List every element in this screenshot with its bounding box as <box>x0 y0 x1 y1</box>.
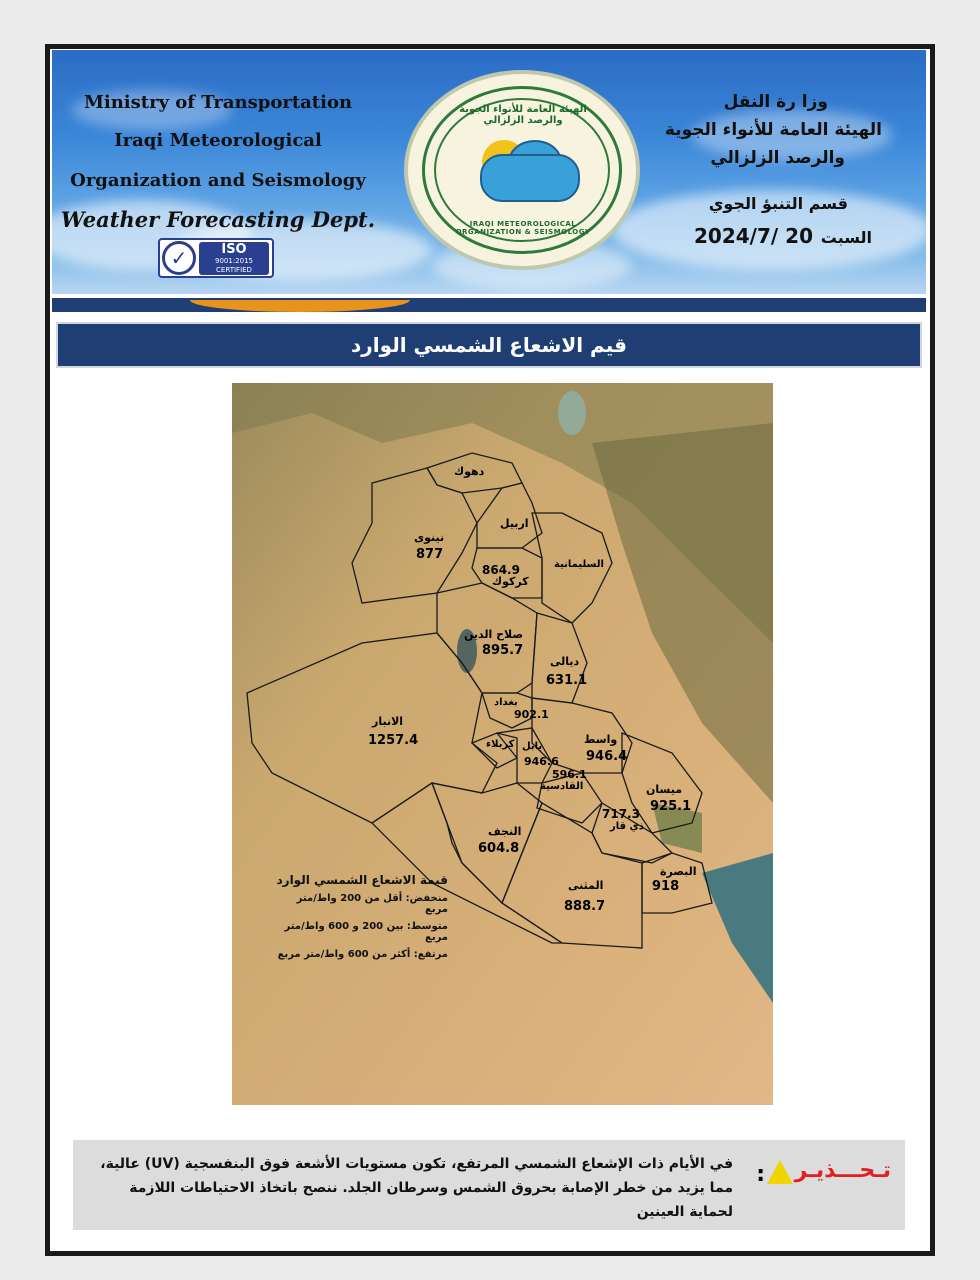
region-value-baghdad: 902.1 <box>514 708 549 721</box>
header-ar-ministry: وزا رة النقل <box>723 92 828 112</box>
iso-badge <box>158 238 274 278</box>
region-label-babil: بابل <box>522 741 543 752</box>
region-label-erbil: اربيل <box>500 517 529 530</box>
header-ar-org-line1: الهيئة العامة للأنواء الجوية <box>664 120 882 140</box>
warning-triangle-icon <box>767 1160 793 1184</box>
header-en-org-line2: Organization and Seismology <box>70 170 366 191</box>
logo-english-text: IRAQI METEOROLOGICAL ORGANIZATION & SEISMOLOGY <box>455 220 591 236</box>
region-label-sulaymaniyah: السليمانية <box>554 559 604 570</box>
region-label-dohuk: دهوك <box>454 465 485 478</box>
region-value-muthanna: 888.7 <box>564 899 606 914</box>
header-en-dept: Weather Forecasting Dept. <box>60 207 376 232</box>
region-label-najaf: النجف <box>488 825 522 838</box>
region-label-diyala: ديالى <box>550 655 580 668</box>
region-label-baghdad: بغداد <box>494 697 518 708</box>
header-divider <box>52 298 926 312</box>
legend-low: منخفض: أقل من 200 واط/متر مربع <box>296 893 448 915</box>
region-value-maysan: 925.1 <box>650 799 692 814</box>
region-label-kirkuk: كركوك <box>492 575 529 588</box>
page-title: قيم الاشعاع الشمسي الوارد <box>351 333 627 357</box>
map-legend <box>276 873 448 960</box>
legend-mid: متوسط: بين 200 و 600 واط/متر مربع <box>284 921 448 943</box>
region-label-qadisiyah: القادسية <box>540 781 584 792</box>
warning-box <box>73 1140 905 1230</box>
iso-standard: 9001:2015 <box>215 256 253 265</box>
title-bar <box>56 322 922 368</box>
logo-arabic-text: الهيئة العامة للأنواء الجوية والرصد الزلزالي <box>459 104 587 126</box>
legend-high: مرتفع: أكثر من 600 واط/متر مربع <box>277 949 448 960</box>
region-label-basra: البصرة <box>660 865 697 878</box>
region-value-nineveh: 877 <box>416 547 444 562</box>
region-label-muthanna: المثنى <box>568 879 604 892</box>
region-label-salahaddin: صلاح الدين <box>464 628 524 641</box>
region-label-nineveh: نينوى <box>414 531 445 544</box>
organization-logo <box>404 70 640 270</box>
header-day: السبت <box>820 228 872 247</box>
region-value-kirkuk: 864.9 <box>482 563 520 577</box>
region-label-wasit: واسط <box>584 733 618 746</box>
warning-text: في الأيام ذات الإشعاع الشمسي المرتفع، تكون مستويات الأشعة فوق البنفسجية (UV) عالية، مما يزيد من خطر الإصابة بحروق الشمس وسرطان الجلد. ننصح باتخاذ الاحتياطات اللازمة لحماية العينين <box>100 1156 733 1220</box>
iraq-radiation-map <box>232 383 773 1105</box>
region-label-maysan: ميسان <box>646 783 683 796</box>
checkmark-icon: ✓ <box>162 241 196 275</box>
region-value-wasit: 946.4 <box>586 749 628 764</box>
region-value-qadisiyah: 596.1 <box>552 768 587 781</box>
header-en-ministry: Ministry of Transportation <box>83 92 353 113</box>
header-ar-org-line2: والرصد الزلزالي <box>710 148 845 168</box>
region-value-babil: 946.6 <box>524 755 559 768</box>
region-value-anbar: 1257.4 <box>368 733 419 748</box>
legend-title: قيمة الاشعاع الشمسي الوارد <box>276 873 448 887</box>
region-label-karbala: كربلاء <box>486 739 515 750</box>
header-date: 2024/7/ 20 <box>694 224 813 248</box>
warning-colon: : <box>756 1162 765 1187</box>
header-en-org-line1: Iraqi Meteorological <box>114 130 322 151</box>
region-value-diyala: 631.1 <box>546 673 588 688</box>
header-ar-dept: قسم التنبؤ الجوي <box>708 194 848 213</box>
iso-label: ISO <box>221 241 247 257</box>
iso-certified: CERTIFIED <box>216 265 252 274</box>
region-label-dhiqar: ذي قار <box>610 821 644 832</box>
region-value-basra: 918 <box>652 879 680 894</box>
warning-label: تـحـــذيـر <box>794 1158 891 1183</box>
region-value-najaf: 604.8 <box>478 841 520 856</box>
region-label-anbar: الانبار <box>372 715 404 728</box>
region-value-dhiqar: 717.3 <box>602 807 640 821</box>
region-value-salahaddin: 895.7 <box>482 643 524 658</box>
